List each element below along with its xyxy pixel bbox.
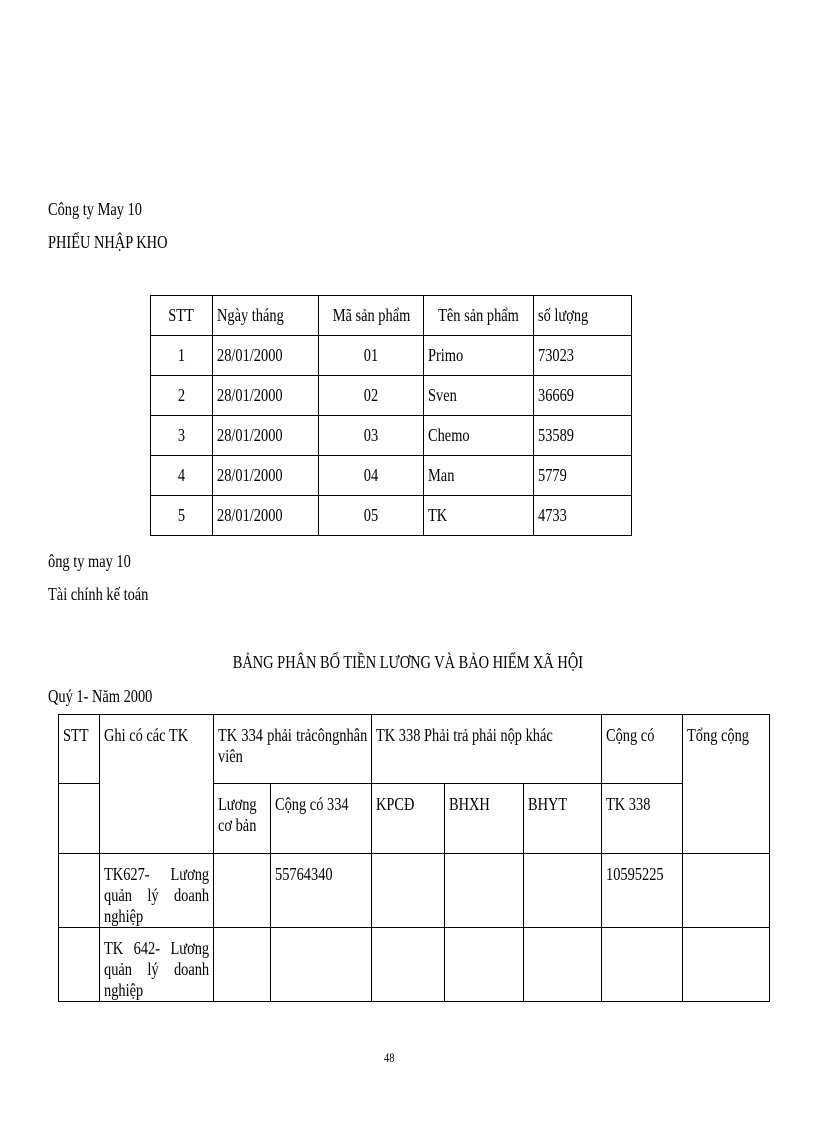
header-tk334: TK 334 phải trảcôngnhân viên [214,715,372,784]
col-name: Tên sản phẩm [424,296,534,336]
subheader-bhxh: BHXH [444,784,523,854]
header-stt: STT [59,715,100,784]
col-qty: số lượng [534,296,632,336]
cell-kpcd [372,854,444,928]
subheader-cong-co-334: Cộng có 334 [271,784,372,854]
subheader-stt-empty [59,784,100,854]
cell-cong-co-334 [271,928,372,1002]
cell-label: TK 642- Lương quản lý doanh nghiệp [100,928,214,1002]
cell-name: Sven [424,376,534,416]
cell-name: TK [424,496,534,536]
cell-stt: 5 [151,496,213,536]
cell-stt [59,928,100,1002]
cell-code: 05 [319,496,424,536]
cell-code: 01 [319,336,424,376]
header-ghi-co: Ghi có các TK [100,715,214,854]
product-table [150,295,632,536]
cell-tong [683,928,769,1002]
cell-date: 28/01/2000 [212,376,319,416]
cell-stt: 2 [151,376,213,416]
section2-company: ông ty may 10 [48,551,131,571]
subheader-tk338: TK 338 [602,784,683,854]
salary-allocation-table [58,714,770,1002]
header-row [59,715,770,784]
section2-department: Tài chính kế toán [48,584,149,604]
cell-code: 03 [319,416,424,456]
cell-label: TK627- Lương quản lý doanh nghiệp [100,854,214,928]
header-cong-co: Cộng có [602,715,683,784]
cell-qty: 4733 [534,496,632,536]
period-label: Quý 1- Năm 2000 [48,686,153,706]
cell-bhxh [444,928,523,1002]
cell-stt: 4 [151,456,213,496]
col-code: Mã sản phẩm [319,296,424,336]
header-tong-cong: Tổng cộng [683,715,769,854]
document-title: PHIẾU NHẬP KHO [48,232,168,252]
cell-name: Primo [424,336,534,376]
cell-luong [214,928,271,1002]
cell-name: Man [424,456,534,496]
table-row [151,336,632,376]
cell-qty: 36669 [534,376,632,416]
cell-cong-co-338 [602,928,683,1002]
cell-bhyt [523,928,602,1002]
company-name: Công ty May 10 [48,199,143,219]
subheader-luong: Lương cơ bản [214,784,271,854]
subheader-bhyt: BHYT [523,784,602,854]
cell-date: 28/01/2000 [212,416,319,456]
salary-allocation-title: BẢNG PHÂN BỔ TIỀN LƯƠNG VÀ BẢO HIỂM XÃ HỘI [232,652,584,672]
cell-code: 02 [319,376,424,416]
cell-tong [683,854,769,928]
cell-cong-co-338: 10595225 [602,854,683,928]
cell-name: Chemo [424,416,534,456]
table-row [151,376,632,416]
page-number: 48 [384,1050,395,1065]
cell-qty: 53589 [534,416,632,456]
product-table-header [151,296,632,336]
cell-bhyt [523,854,602,928]
cell-stt [59,854,100,928]
cell-date: 28/01/2000 [212,456,319,496]
cell-date: 28/01/2000 [212,496,319,536]
table-row [59,854,770,928]
cell-qty: 73023 [534,336,632,376]
table-row [151,496,632,536]
cell-kpcd [372,928,444,1002]
table-row [59,928,770,1002]
cell-bhxh [444,854,523,928]
subheader-kpcd: KPCĐ [372,784,444,854]
cell-stt: 3 [151,416,213,456]
header-tk338: TK 338 Phải trả phải nộp khác [372,715,602,784]
cell-date: 28/01/2000 [212,336,319,376]
cell-qty: 5779 [534,456,632,496]
cell-luong [214,854,271,928]
cell-code: 04 [319,456,424,496]
col-date: Ngày tháng [212,296,319,336]
col-stt: STT [151,296,213,336]
table-row [151,416,632,456]
cell-cong-co-334: 55764340 [271,854,372,928]
cell-stt: 1 [151,336,213,376]
table-row [151,456,632,496]
